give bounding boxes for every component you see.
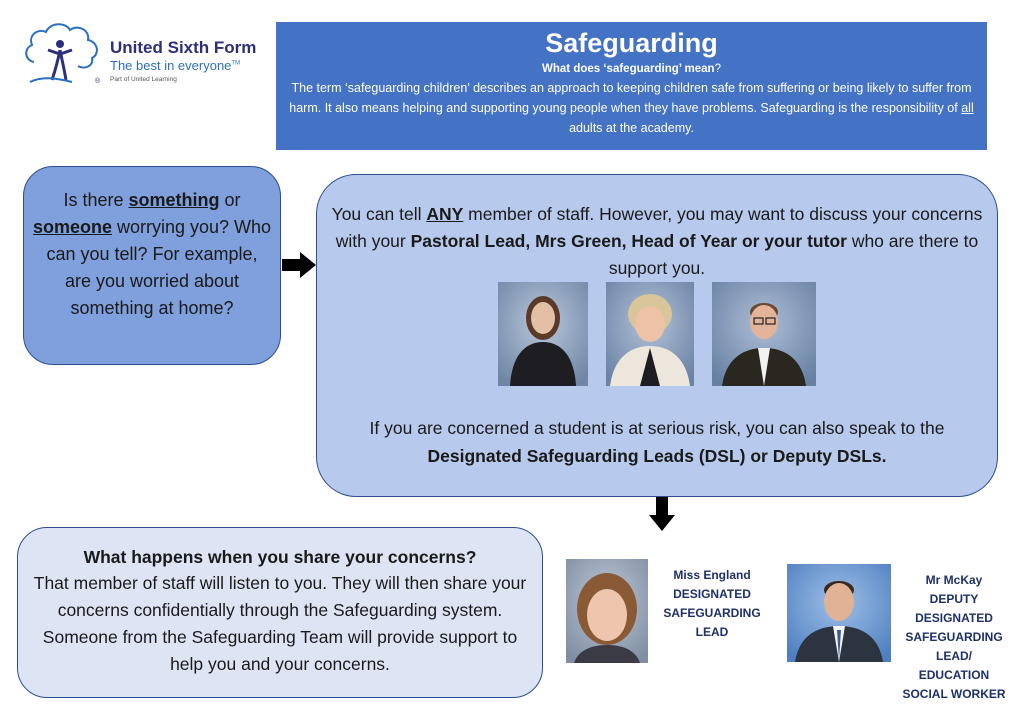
what-happens-box bbox=[17, 527, 543, 698]
tell-any: ANY bbox=[426, 204, 464, 224]
dsl-role-3: LEAD bbox=[695, 625, 729, 639]
trademark-mark: TM bbox=[231, 60, 241, 67]
question-text-3: worrying you? Who can you tell? For example, are you worried about something at home? bbox=[46, 217, 272, 318]
dsl-paragraph bbox=[331, 414, 983, 470]
tell-text-c: who are there to support you. bbox=[608, 231, 979, 278]
photo-mr-mckay bbox=[787, 564, 891, 662]
question-text-2: or bbox=[219, 190, 241, 210]
dsl-name: Miss England bbox=[673, 568, 751, 582]
staff-photo-pastoral-lead bbox=[498, 282, 588, 386]
what-happens-heading: What happens when you share your concerns? bbox=[83, 547, 477, 567]
question-something: something bbox=[128, 190, 220, 210]
who-to-tell-box bbox=[316, 174, 998, 497]
logo-part-of: Part of United Learning bbox=[110, 76, 177, 83]
deputy-role-5: EDUCATION bbox=[918, 668, 990, 682]
deputy-name: Mr McKay bbox=[925, 573, 983, 587]
registered-mark: ® bbox=[95, 78, 101, 85]
banner-body-end: adults at the academy. bbox=[569, 121, 694, 135]
arrow-right-icon bbox=[282, 252, 316, 278]
dsl-text-bold: Designated Safeguarding Leads (DSL) or Deputy DSLs. bbox=[427, 446, 887, 466]
staff-photo-head-of-year bbox=[712, 282, 816, 386]
photo-miss-england bbox=[566, 559, 648, 663]
tell-staff-paragraph bbox=[331, 201, 983, 282]
page-title: Safeguarding bbox=[545, 28, 718, 58]
staff-photo-mrs-green bbox=[606, 282, 694, 386]
question-someone: someone bbox=[32, 217, 112, 237]
banner-body-all: all bbox=[961, 101, 974, 115]
school-logo bbox=[22, 20, 272, 90]
deputy-role-3: SAFEGUARDING bbox=[905, 630, 1003, 644]
question-box bbox=[23, 166, 281, 365]
deputy-role-6: SOCIAL WORKER bbox=[902, 687, 1006, 701]
logo-name: United Sixth Form bbox=[110, 38, 257, 57]
banner-subtitle-text: What does ‘safeguarding’ mean bbox=[542, 63, 715, 75]
question-text-1: Is there bbox=[63, 190, 129, 210]
dsl-role-1: DESIGNATED bbox=[673, 587, 751, 601]
banner-subtitle bbox=[276, 61, 987, 78]
deputy-role-4: LEAD/ bbox=[936, 649, 972, 663]
deputy-role-2: DESIGNATED bbox=[915, 611, 993, 625]
dsl-role-2: SAFEGUARDING bbox=[663, 606, 761, 620]
dsl-caption bbox=[656, 566, 768, 642]
what-happens-body: That member of staff will listen to you. They will then share your concerns confidentially through the Safeguarding system. Someone from the Safeguarding Team will provide support to help you and your concerns. bbox=[33, 573, 527, 674]
logo-tagline-text: The best in everyone bbox=[110, 58, 232, 73]
deputy-dsl-caption bbox=[898, 571, 1010, 704]
header-banner bbox=[276, 22, 987, 150]
logo-tagline bbox=[110, 58, 240, 73]
banner-subtitle-qmark: ? bbox=[714, 63, 721, 75]
tell-text-b: member of staff. However, you may want to discuss your concerns with your bbox=[335, 204, 983, 251]
deputy-role-1: DEPUTY bbox=[929, 592, 979, 606]
banner-body bbox=[276, 78, 987, 138]
tell-staff-roles: Pastoral Lead, Mrs Green, Head of Year or your tutor bbox=[410, 231, 847, 251]
banner-body-text: The term ‘safeguarding children’ describes an approach to keeping children safe from suffering or being likely to suffer from harm. It also means helping and supporting young people when they have problems. Safeguarding is the responsibility of bbox=[289, 81, 972, 115]
arrow-down-icon bbox=[649, 497, 675, 531]
dsl-text-a: If you are concerned a student is at serious risk, you can also speak to the bbox=[369, 418, 945, 438]
tell-text-a: You can tell bbox=[331, 204, 427, 224]
tree-logo-icon bbox=[22, 20, 112, 86]
